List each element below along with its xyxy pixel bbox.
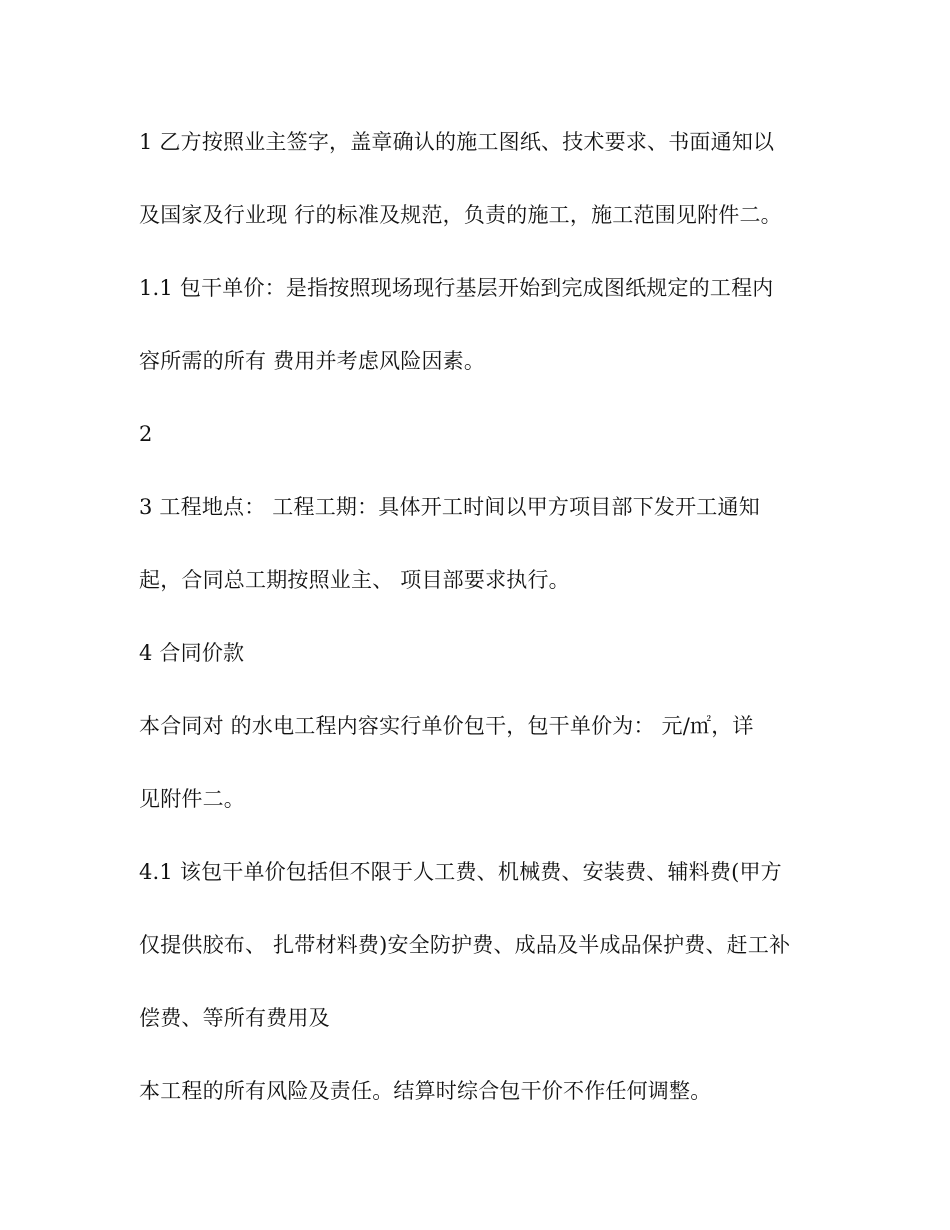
paragraph-line: 仅提供胶布、 扎带材料费)安全防护费、成品及半成品保护费、赶工补 <box>139 933 791 957</box>
paragraph-line: 1.1 包干单价：是指按照现场现行基层开始到完成图纸规定的工程内 <box>139 276 774 300</box>
section-heading: 4 合同价款 <box>139 641 245 665</box>
paragraph-line: 起，合同总工期按照业主、 项目部要求执行。 <box>139 568 570 592</box>
paragraph-line: 容所需的所有 费用并考虑风险因素。 <box>139 349 486 373</box>
paragraph-line: 3 工程地点： 工程工期：具体开工时间以甲方项目部下发开工通知 <box>139 495 760 519</box>
section-number: 2 <box>139 422 153 446</box>
paragraph-line: 本工程的所有风险及责任。结算时综合包干价不作任何调整。 <box>139 1079 712 1103</box>
paragraph-line: 4.1 该包干单价包括但不限于人工费、机械费、安装费、辅料费(甲方 <box>139 860 782 884</box>
paragraph-line: 及国家及行业现 行的标准及规范，负责的施工，施工范围见附件二。 <box>139 203 782 227</box>
paragraph-line: 1 乙方按照业主签字，盖章确认的施工图纸、技术要求、书面通知以 <box>139 130 775 154</box>
paragraph-line: 偿费、等所有费用及 <box>139 1006 330 1030</box>
paragraph-line: 本合同对 的水电工程内容实行单价包干，包干单价为： 元/㎡，详 <box>139 714 754 738</box>
paragraph-line: 见附件二。 <box>139 787 245 811</box>
